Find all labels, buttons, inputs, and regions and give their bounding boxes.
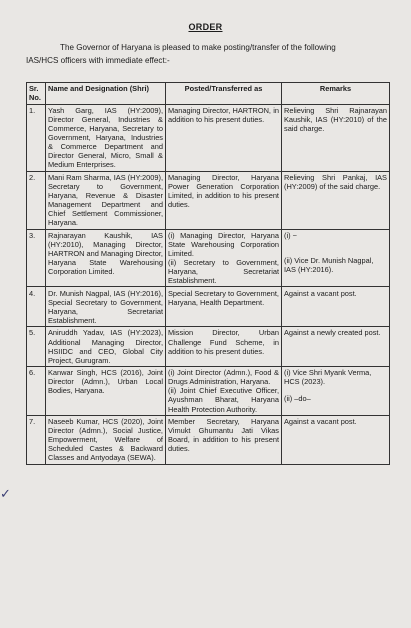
remarks-item-1: (i) Vice Shri Myank Verma, HCS (2023). bbox=[284, 368, 372, 387]
row-sr-no: 3. bbox=[27, 229, 46, 287]
row-sr-no: 6. bbox=[27, 366, 46, 415]
row-posted-as: Mission Director, Urban Challenge Fund Scheme, in addition to his present duties. bbox=[166, 327, 282, 367]
row-posted-as bbox=[166, 229, 282, 287]
row-sr-no: 4. bbox=[27, 287, 46, 327]
order-heading: ORDER bbox=[188, 22, 223, 32]
row-remarks bbox=[282, 229, 390, 287]
row-posted-as: Managing Director, Haryana Power Generation Corporation Limited, in addition to his present duties. bbox=[166, 171, 282, 229]
row-remarks: Against a vacant post. bbox=[282, 287, 390, 327]
row-posted-as: Special Secretary to Government, Haryana, Health Department. bbox=[166, 287, 282, 327]
table-row bbox=[27, 366, 390, 415]
row-name-designation: Yash Garg, IAS (HY:2009), Director General, Industries & Commerce, Haryana, Secretary to Government, Haryana, Industries & Commerce Department and Director General, Micro, Small & Medium Enterprises. bbox=[46, 104, 166, 171]
remarks-item-2: (ii) –do– bbox=[284, 394, 311, 404]
table-row bbox=[27, 171, 390, 229]
intro-line-2: IAS/HCS officers with immediate effect:- bbox=[26, 56, 170, 65]
row-name-designation: Mani Ram Sharma, IAS (HY:2009), Secretary to Government, Haryana, Revenue & Disaster Management Department and Chief Settlement Commissioner, Haryana. bbox=[46, 171, 166, 229]
table-row bbox=[27, 287, 390, 327]
table-header-row bbox=[27, 83, 390, 105]
row-sr-no: 1. bbox=[27, 104, 46, 171]
table-row bbox=[27, 229, 390, 287]
row-remarks: Relieving Shri Rajnarayan Kaushik, IAS (HY:2010) of the said charge. bbox=[282, 104, 390, 171]
intro-line-1: The Governor of Haryana is pleased to make posting/transfer of the following bbox=[60, 43, 336, 52]
table-row bbox=[27, 327, 390, 367]
row-name-designation: Kanwar Singh, HCS (2016), Joint Director (Admn.), Urban Local Bodies, Haryana. bbox=[46, 366, 166, 415]
row-name-designation: Naseeb Kumar, HCS (2020), Joint Director (Admn.), Social Justice, Empowerment, Welfare of Scheduled Castes & Backward Classes and Antyodaya (SEWA). bbox=[46, 415, 166, 464]
row-posted-as: Managing Director, HARTRON, in addition to his present duties. bbox=[166, 104, 282, 171]
row-name-designation: Rajnarayan Kaushik, IAS (HY:2010), Managing Director, HARTRON and Managing Director, Haryana State Warehousing Corporation Limited. bbox=[46, 229, 166, 287]
row-remarks: Relieving Shri Pankaj, IAS (HY:2009) of the said charge. bbox=[282, 171, 390, 229]
row-posted-as bbox=[166, 366, 282, 415]
header-sr-no: Sr. No. bbox=[27, 83, 46, 105]
posted-item-2: (ii) Secretary to Government, Haryana, Secretariat Establishment. bbox=[168, 258, 279, 286]
remarks-item-2: (ii) Vice Dr. Munish Nagpal, IAS (HY:2016). bbox=[284, 255, 374, 274]
handwritten-tick-mark: ✓ bbox=[0, 486, 11, 501]
posted-item-1: (i) Joint Director (Admn.), Food & Drugs Administration, Haryana. bbox=[168, 368, 279, 387]
intro-paragraph bbox=[26, 41, 386, 67]
header-remarks: Remarks bbox=[282, 83, 390, 105]
row-sr-no: 7. bbox=[27, 415, 46, 464]
table-row bbox=[27, 104, 390, 171]
posted-item-2: (ii) Joint Chief Executive Officer, Ayushman Bharat, Haryana Health Protection Authority. bbox=[168, 386, 279, 414]
row-remarks: Against a vacant post. bbox=[282, 415, 390, 464]
row-sr-no: 2. bbox=[27, 171, 46, 229]
header-name-designation: Name and Designation (Shri) bbox=[46, 83, 166, 105]
row-sr-no: 5. bbox=[27, 327, 46, 367]
row-remarks: Against a newly created post. bbox=[282, 327, 390, 367]
row-remarks bbox=[282, 366, 390, 415]
transfer-table bbox=[26, 82, 390, 465]
header-posted-transferred: Posted/Transferred as bbox=[166, 83, 282, 105]
row-name-designation: Dr. Munish Nagpal, IAS (HY:2016), Special Secretary to Government, Haryana, Secretariat Establishment. bbox=[46, 287, 166, 327]
row-posted-as: Member Secretary, Haryana Vimukt Ghumantu Jati Vikas Board, in addition to his present duties. bbox=[166, 415, 282, 464]
table-row bbox=[27, 415, 390, 464]
remarks-item-1: (i) ~ bbox=[284, 230, 297, 240]
posted-item-1: (i) Managing Director, Haryana State Warehousing Corporation Limited. bbox=[168, 230, 279, 258]
row-name-designation: Aniruddh Yadav, IAS (HY:2023), Additional Managing Director, HSIIDC and CEO, Global City Project, Gurugram. bbox=[46, 327, 166, 367]
